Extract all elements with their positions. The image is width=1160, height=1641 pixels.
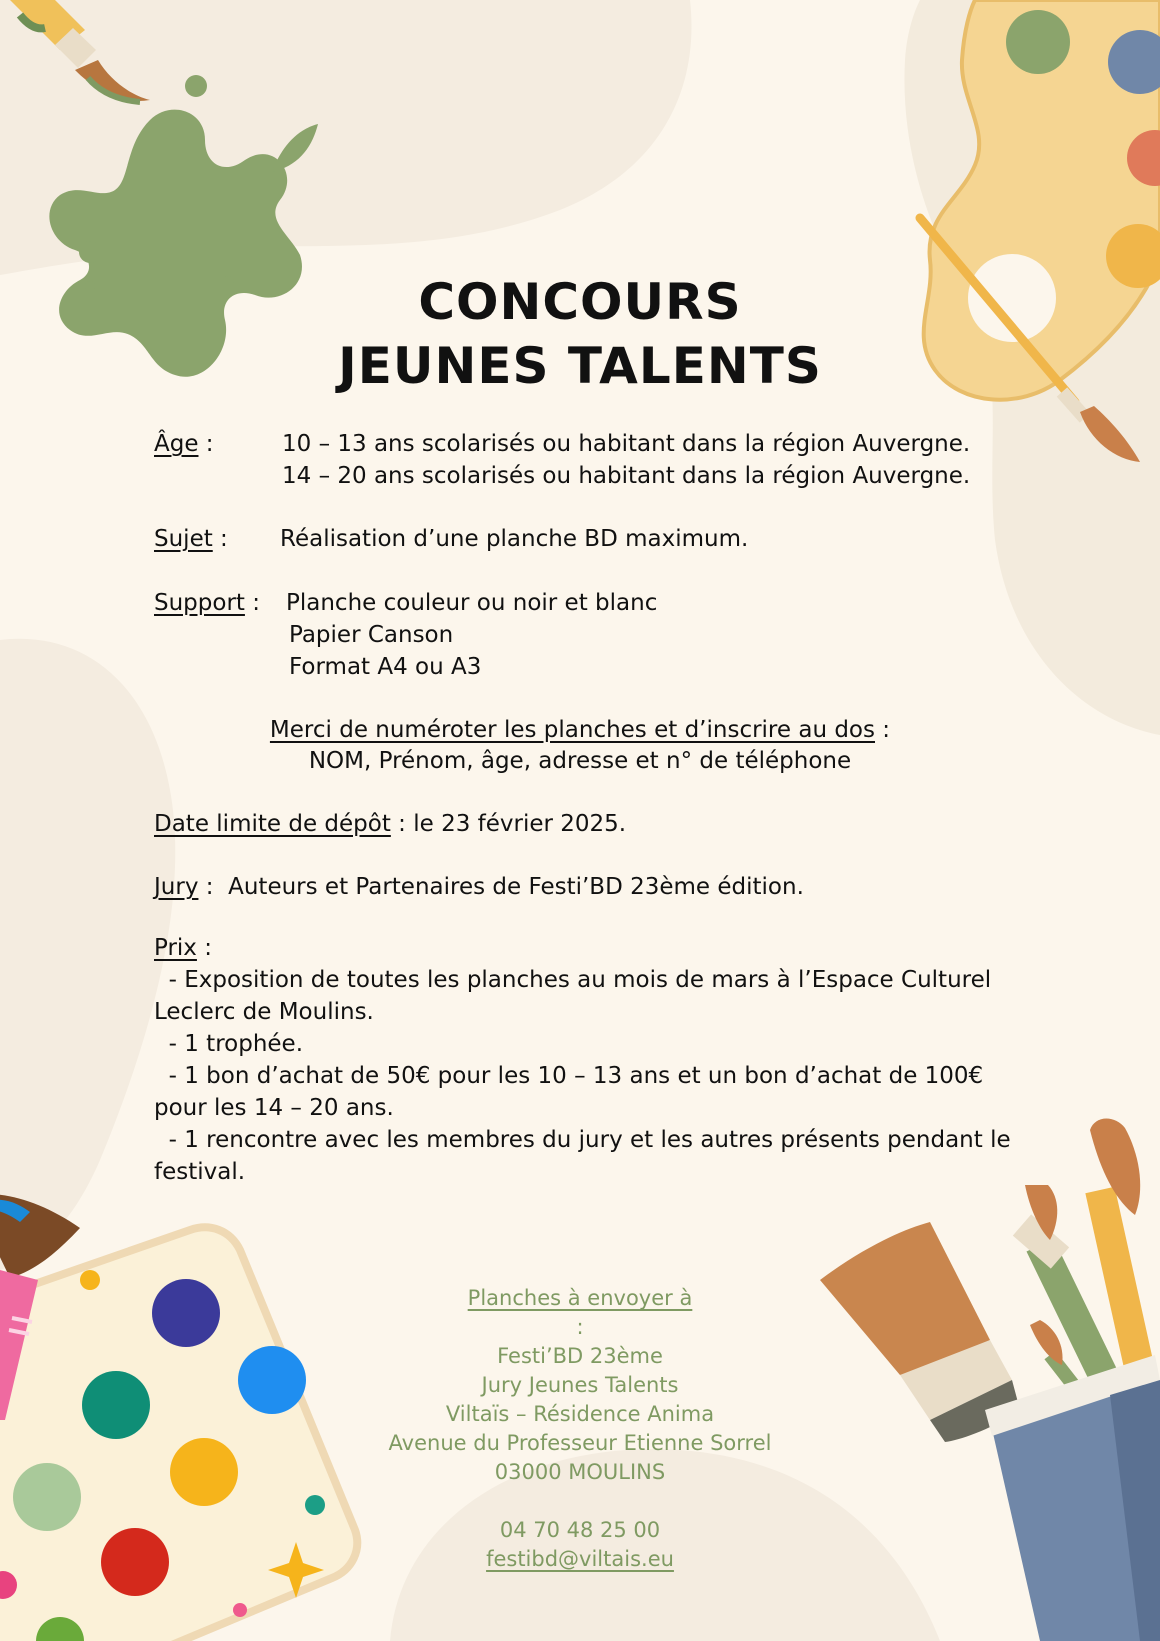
poster-title [330,270,830,398]
sujet-value: Réalisation d’une planche BD maximum. [280,526,749,552]
address-line: Festi’BD 23ème [497,1344,663,1368]
support-line-1: Planche couleur ou noir et blanc [286,590,658,616]
email-link[interactable]: festibd@viltais.eu [486,1547,674,1571]
age-line-1: 10 – 13 ans scolarisés ou habitant dans la région Auvergne. [282,431,971,457]
sujet-label: Sujet [154,526,213,552]
address-block [330,1284,830,1574]
note-line-1 [180,714,980,746]
prix-label: Prix [154,935,197,961]
address-heading: Planches à envoyer à [467,1286,693,1310]
address-line: Viltaïs – Résidence Anima [445,1402,715,1426]
address-heading-row [330,1284,830,1342]
note-sep: : [875,717,891,743]
prix-label-sep: : [196,935,212,961]
age-line-2: 14 – 20 ans scolarisés ou habitant dans la région Auvergne. [282,463,971,489]
address-line: Jury Jeunes Talents [481,1373,679,1397]
title-line-2: JEUNES TALENTS [338,337,822,395]
title-line-1: CONCOURS [418,273,742,331]
prix-item: - 1 trophée. [154,1031,304,1057]
jury-value: : Auteurs et Partenaires de Festi’BD 23ème édition. [198,874,804,900]
address-line: Avenue du Professeur Etienne Sorrel [388,1431,772,1455]
age-label-sep: : [198,431,214,457]
note-line-2: NOM, Prénom, âge, adresse et n° de téléphone [308,748,852,774]
address-spacer [330,1487,830,1516]
note-underlined: Merci de numéroter les planches et d’inscrire au dos [269,717,875,743]
support-line-2: Papier Canson [289,622,454,648]
jury-label: Jury [154,874,199,900]
address-line: 03000 MOULINS [494,1460,666,1484]
date-value: : le 23 février 2025. [390,811,627,837]
prix-item: - Exposition de toutes les planches au mois de mars à l’Espace Culturel Leclerc de Moulins. [154,967,999,1025]
prix-section [154,932,1018,1188]
support-label-row [154,587,260,619]
prix-label-row [154,932,1014,964]
support-label: Support [154,590,245,616]
phone-number: 04 70 48 25 00 [499,1518,661,1542]
support-line-3: Format A4 ou A3 [289,654,482,680]
prix-item: - 1 rencontre avec les membres du jury et les autres présents pendant le festival. [154,1127,1018,1185]
date-label: Date limite de dépôt [154,811,391,837]
age-label: Âge [154,431,199,457]
prix-item: - 1 bon d’achat de 50€ pour les 10 – 13 ans et un bon d’achat de 100€ pour les 14 – 20 ans. [154,1063,991,1121]
date-row [154,808,626,840]
age-label-row [154,428,214,460]
sujet-label-sep: : [212,526,228,552]
sujet-label-row [154,523,228,555]
jury-row [154,871,804,903]
support-label-sep: : [244,590,260,616]
address-heading-sep: : [576,1315,584,1339]
